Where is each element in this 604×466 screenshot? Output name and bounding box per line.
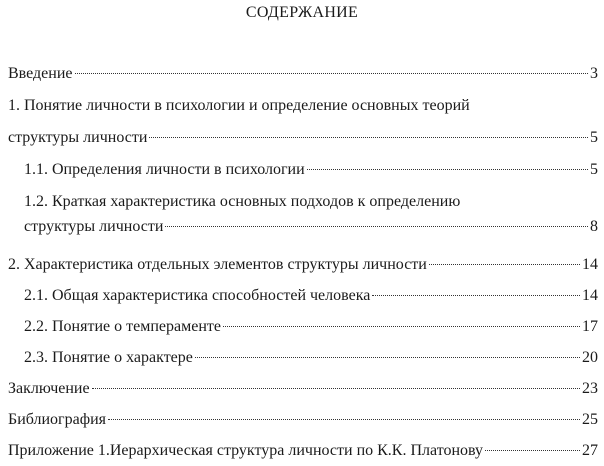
document-title: СОДЕРЖАНИЕ (245, 4, 359, 21)
toc-entry-appendix-1[interactable] (8, 441, 598, 461)
dot-leader (429, 264, 580, 265)
toc-page-number: 5 (590, 161, 598, 178)
toc-page-number: 14 (582, 287, 598, 304)
toc-entry-text: 2.2. Понятие о темпераменте (24, 318, 221, 335)
toc-entry-text: структуры личности (24, 218, 164, 235)
dot-leader (165, 226, 588, 227)
toc-page-number: 25 (582, 411, 598, 428)
toc-page-number: 5 (590, 129, 598, 146)
toc-entry-section-2-1[interactable] (24, 286, 598, 306)
toc-entry-text: Приложение 1.Иерархическая структура личности по К.К. Платонову (8, 442, 484, 459)
toc-entry-section-2-3[interactable] (24, 348, 598, 368)
dot-leader (149, 137, 588, 138)
toc-page-number: 3 (590, 65, 598, 82)
toc-entry-text: Введение (8, 65, 73, 82)
toc-page-number: 27 (582, 442, 598, 459)
dot-leader (307, 169, 588, 170)
toc-entry-text: 2.1. Общая характеристика способностей человека (24, 287, 371, 304)
toc-page-number: 8 (590, 218, 598, 235)
toc-page-number: 14 (582, 256, 598, 273)
toc-entry-text-line1: 1.2. Краткая характеристика основных подходов к определению (24, 193, 461, 210)
dot-leader (92, 388, 580, 389)
toc-entry-text: Заключение (8, 380, 90, 397)
toc-entry-text: структуры личности (8, 129, 148, 146)
dot-leader (223, 326, 580, 327)
toc-entry-text: 1.1. Определения личности в психологии (24, 161, 305, 178)
toc-entry-bibliography[interactable] (8, 410, 598, 430)
toc-entry-introduction[interactable] (8, 64, 598, 84)
dot-leader (108, 419, 580, 420)
toc-entry-section-1-2[interactable] (24, 192, 598, 237)
toc-entry-chapter-2[interactable] (8, 255, 598, 275)
toc-page-number: 17 (582, 318, 598, 335)
toc-entry-text: 2.3. Понятие о характере (24, 349, 193, 366)
toc-entry-conclusion[interactable] (8, 379, 598, 399)
dot-leader (485, 450, 580, 451)
toc-entry-section-2-2[interactable] (24, 317, 598, 337)
toc-entry-text: 2. Характеристика отдельных элементов структуры личности (8, 256, 427, 273)
toc-entry-text-line1: 1. Понятие личности в психологии и определение основных теорий (8, 97, 470, 114)
toc-entry-section-1-1[interactable] (24, 160, 598, 180)
dot-leader (75, 73, 589, 74)
dot-leader (195, 357, 580, 358)
toc-entry-chapter-1[interactable] (8, 96, 598, 148)
toc-entry-text: Библиография (8, 411, 106, 428)
toc-page-number: 23 (582, 380, 598, 397)
dot-leader (372, 295, 580, 296)
toc-page-number: 20 (582, 349, 598, 366)
